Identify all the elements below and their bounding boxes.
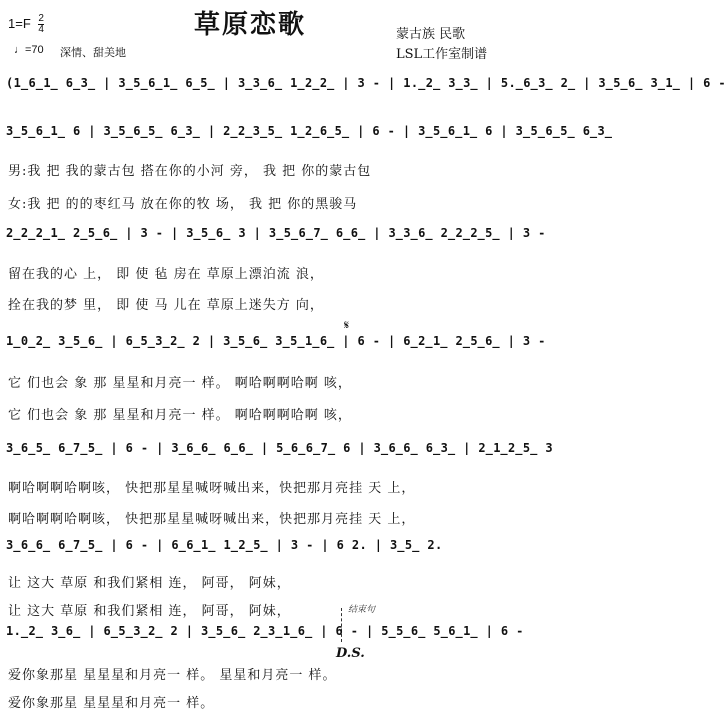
score-line-2: 3̲5̲6̲1̲ 6 | 3̲5̲6̲5̲ 6̲3̲ | 2̲2̲3̲5̲ 1̲2̲6̲5̲ | 6 - | 3̲5̲6̲1̲ 6 | 3̲5̲6̲5̲ 6̲3̲ bbox=[6, 124, 613, 138]
score-line-7: 1.̲2̲ 3̲6̲ | 6̲5̲3̲2̲ 2 | 3̲5̲6̲ 2̲3̲1̲6̲ | 6 - | 5̲5̲6̲ 5̲6̲1̲ | 6 - bbox=[6, 624, 524, 638]
dal-segno-marking: D.S. bbox=[336, 646, 365, 661]
segno-sign: 𝄋 bbox=[344, 318, 350, 332]
lyric-line-7: 啊哈啊啊哈啊咳， 快把那星星喊呀喊出来，快把那月亮挂 天 上， bbox=[8, 481, 416, 496]
score-line-4: 1̲0̲2̲ 3̲5̲6̲ | 6̲5̲3̲2̲ 2 | 3̲5̲6̲ 3̲5̲1̲6̲ | 6 - | 6̲2̲1̲ 2̲5̲6̲ | 3 - bbox=[6, 334, 546, 348]
song-origin: 蒙古族 民歌 bbox=[396, 27, 466, 42]
tempo-marking: ♩=70 bbox=[14, 44, 44, 56]
expression-marking: 深情、甜美地 bbox=[60, 46, 126, 59]
lyric-line-9: 让 这大 草原 和我们紧相 连， 阿哥， 阿妹， bbox=[8, 576, 291, 591]
key-signature bbox=[8, 14, 44, 35]
score-line-6: 3̲6̲6̲ 6̲7̲5̲ | 6 - | 6̲6̲1̲ 1̲2̲5̲ | 3 - | 6 2. | 3̲5̲ 2. bbox=[6, 538, 443, 552]
ending-label: 结束句 bbox=[348, 605, 376, 615]
key-text: 1=F bbox=[8, 15, 31, 31]
score-line-5: 3̲6̲5̲ 6̲7̲5̲ | 6 - | 3̲6̲6̲ 6̲6̲ | 5̲6̲6̲7̲ 6 | 3̲6̲6̲ 6̲3̲ | 2̲1̲2̲5̲ 3 bbox=[6, 441, 553, 455]
score-line-3: 2̲2̲2̲1̲ 2̲5̲6̲ | 3 - | 3̲5̲6̲ 3 | 3̲5̲6̲7̲ 6̲6̲ | 3̲3̲6̲ 2̲2̲2̲5̲ | 3 - bbox=[6, 226, 546, 240]
transcriber-credit: LSL工作室制谱 bbox=[396, 47, 488, 62]
song-title: 草原恋歌 bbox=[193, 10, 306, 40]
time-signature bbox=[38, 14, 44, 35]
lyric-line-11: 爱你象那星 星星星和月亮一 样。 星星和月亮一 样。 bbox=[8, 668, 337, 683]
lyric-line-5: 它 们也会 象 那 星星和月亮一 样。 啊哈啊啊哈啊 咳， bbox=[8, 376, 352, 391]
meter-top: 2 bbox=[38, 13, 44, 24]
lyric-line-6: 它 们也会 象 那 星星和月亮一 样。 啊哈啊啊哈啊 咳， bbox=[8, 408, 352, 423]
lyric-line-3: 留在我的心 上， 即 使 毡 房在 草原上漂泊流 浪， bbox=[8, 267, 324, 282]
lyric-line-2: 女:我 把 的的枣红马 放在你的牧 场， 我 把 你的黑骏马 bbox=[8, 197, 358, 212]
meter-bottom: 4 bbox=[38, 24, 44, 35]
lyric-line-1: 男:我 把 我的蒙古包 搭在你的小河 旁， 我 把 你的蒙古包 bbox=[8, 164, 372, 179]
lyric-line-10: 让 这大 草原 和我们紧相 连， 阿哥， 阿妹， bbox=[8, 604, 291, 619]
lyric-line-12: 爱你象那星 星星星和月亮一 样。 bbox=[8, 696, 215, 711]
lyric-line-8: 啊哈啊啊哈啊咳， 快把那星星喊呀喊出来，快把那月亮挂 天 上， bbox=[8, 512, 416, 527]
score-line-1: (1̲6̲1̲ 6̲3̲ | 3̲5̲6̲1̲ 6̲5̲ | 3̲3̲6̲ 1̲2̲2̲ | 3 - | 1.̲2̲ 3̲3̲ | 5.̲6̲3̲ 2̲ | 3̲5̲6̲ 3̲1̲ | 6 - bbox=[6, 76, 726, 90]
lyric-line-4: 拴在我的梦 里， 即 使 马 儿在 草原上迷失方 向， bbox=[8, 298, 324, 313]
